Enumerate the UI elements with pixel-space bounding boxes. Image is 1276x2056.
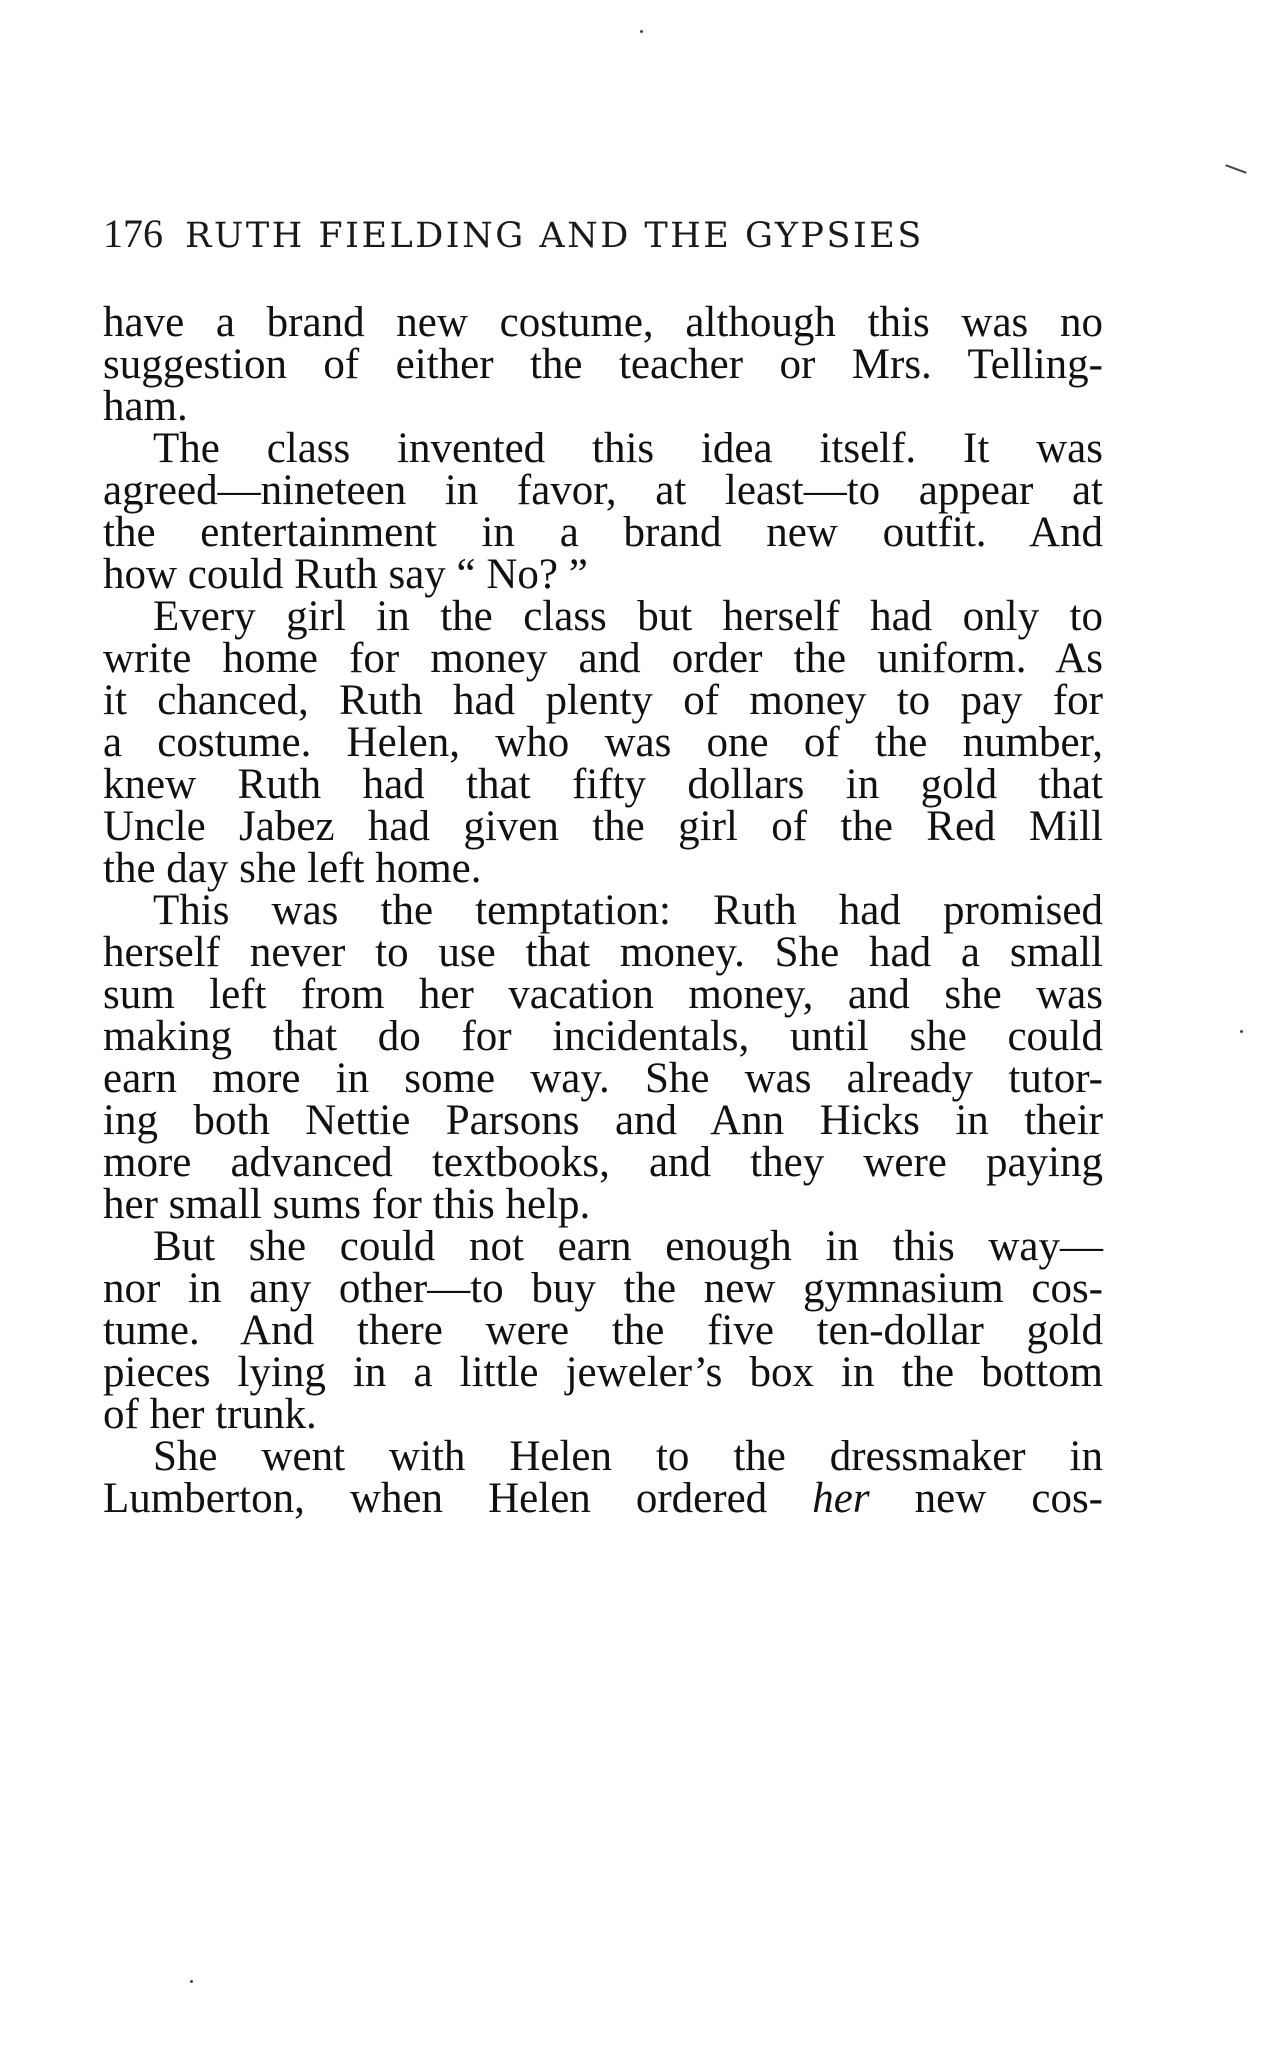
text-line: tume. And there were the five ten-dollar gold xyxy=(103,1307,1103,1354)
running-head xyxy=(103,210,1103,257)
text-line: But she could not earn enough in this way— xyxy=(153,1223,1103,1270)
text-line: ham. xyxy=(103,383,188,430)
text-line: her small sums for this help. xyxy=(103,1181,591,1228)
italic-word: her xyxy=(812,1475,870,1522)
text-line: of her trunk. xyxy=(103,1391,317,1438)
running-title: RUTH FIELDING AND THE GYPSIES xyxy=(185,216,924,256)
text-line: how could Ruth say “ No? ” xyxy=(103,551,588,598)
text-line: the entertainment in a brand new outfit. And xyxy=(103,509,1103,556)
text-line: a costume. Helen, who was one of the number, xyxy=(103,719,1103,766)
scan-speck xyxy=(640,30,643,33)
text-run: new cos- xyxy=(869,1475,1104,1522)
text-line: write home for money and order the uniform. As xyxy=(103,635,1103,682)
text-line: This was the temptation: Ruth had promised xyxy=(153,887,1103,934)
text-line: Uncle Jabez had given the girl of the Red Mill xyxy=(103,803,1103,850)
text-line: nor in any other—to buy the new gymnasium cos- xyxy=(103,1265,1103,1312)
text-line: The class invented this idea itself. It was xyxy=(153,425,1103,472)
text-line: more advanced textbooks, and they were paying xyxy=(103,1139,1103,1186)
text-line: She went with Helen to the dressmaker in xyxy=(153,1433,1103,1480)
text-line: pieces lying in a little jeweler’s box in the bottom xyxy=(103,1349,1103,1396)
text-line-final xyxy=(103,1471,1103,1527)
text-line: herself never to use that money. She had a small xyxy=(103,929,1103,976)
text-line: suggestion of either the teacher or Mrs. Telling- xyxy=(103,341,1103,388)
text-line: sum left from her vacation money, and she was xyxy=(103,971,1103,1018)
text-line: making that do for incidentals, until she could xyxy=(103,1013,1103,1060)
scan-speck xyxy=(1240,1030,1243,1033)
text-line: agreed—nineteen in favor, at least—to appear at xyxy=(103,467,1103,514)
text-line: Every girl in the class but herself had only to xyxy=(153,593,1103,640)
text-line: it chanced, Ruth had plenty of money to pay for xyxy=(103,677,1103,724)
scan-speck xyxy=(1225,164,1246,173)
text-line: earn more in some way. She was already tutor- xyxy=(103,1055,1103,1102)
page-number: 176 xyxy=(103,211,163,256)
scan-speck xyxy=(190,1980,193,1983)
text-line: have a brand new costume, although this was no xyxy=(103,299,1103,346)
text-line: the day she left home. xyxy=(103,845,482,892)
text-line: ing both Nettie Parsons and Ann Hicks in their xyxy=(103,1097,1103,1144)
text-line: knew Ruth had that fifty dollars in gold that xyxy=(103,761,1103,808)
text-run: Lumberton, when Helen ordered xyxy=(103,1475,813,1522)
